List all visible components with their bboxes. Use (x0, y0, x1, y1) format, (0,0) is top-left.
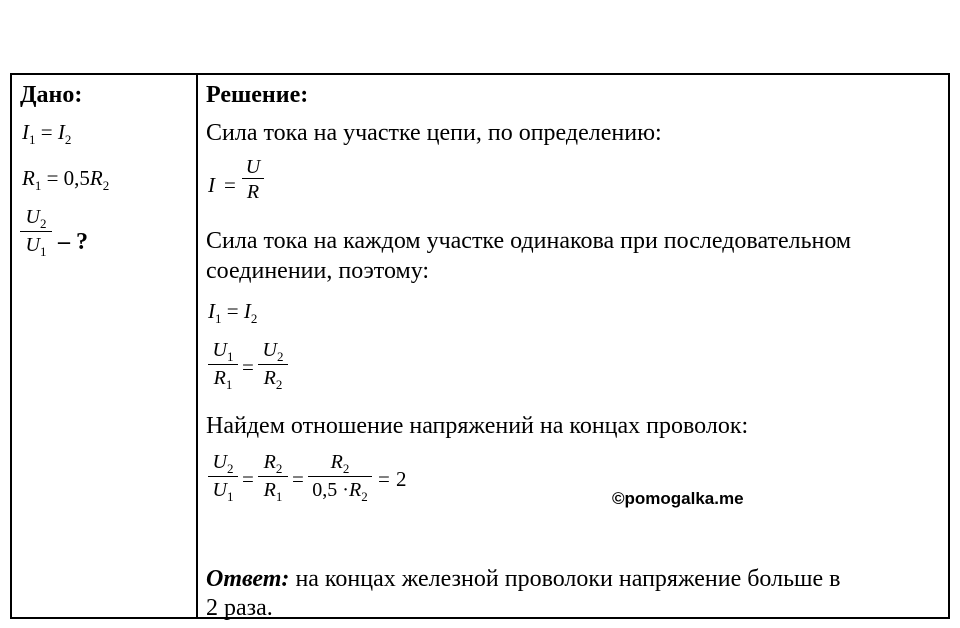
formula-ratio-equals: = (242, 355, 254, 379)
formula-final-equals-2: = (292, 467, 304, 491)
formula-ratio-right-fraction: $U_2$ $R_2$ (258, 340, 288, 391)
column-divider (196, 75, 198, 617)
formula-final-equals-3: = (378, 467, 390, 491)
given-current-equality: $I_1 = I_2$ (22, 120, 72, 147)
given-resistance-relation: $R_1 = 0,5R_2$ (22, 166, 110, 193)
solution-paragraph-2-line-1: Сила тока на каждом участке одинакова при последовательном (206, 228, 852, 254)
given-heading: Дано: (20, 82, 83, 108)
formula-current-equality: $I_1 = I_2$ (208, 299, 258, 326)
formula-ohm-fraction: U R (242, 157, 264, 202)
answer-label: Ответ: (206, 566, 290, 592)
answer-line-1 (206, 565, 841, 593)
solution-heading: Решение: (206, 82, 309, 108)
formula-final-fraction-1: $U_2$ $U_1$ (208, 452, 238, 503)
solution-paragraph-2-line-2: соединении, поэтому: (206, 258, 430, 284)
formula-ohm-equals: = (224, 173, 236, 197)
formula-final-result: 2 (396, 467, 407, 491)
formula-ohm-lhs: I (208, 173, 215, 197)
formula-final-fraction-2: $R_2$ $R_1$ (258, 452, 288, 503)
solution-paragraph-3: Найдем отношение напряжений на концах проволок: (206, 413, 749, 439)
given-question-mark: – ? (58, 229, 88, 255)
solution-paragraph-1: Сила тока на участке цепи, по определению: (206, 120, 662, 146)
given-question-fraction: $U_2$ $U_1$ (20, 207, 52, 258)
answer-line-2: 2 раза. (206, 595, 273, 621)
formula-final-equals-1: = (242, 467, 254, 491)
answer-text: на концах железной проволоки напряжение больше в (289, 566, 841, 592)
solution-table (10, 73, 950, 619)
watermark: ©pomogalka.me (612, 489, 744, 508)
formula-ratio-left-fraction: $U_1$ $R_1$ (208, 340, 238, 391)
formula-final-fraction-3: $R_2$ $0,5 \cdot R_2$ (308, 452, 372, 503)
